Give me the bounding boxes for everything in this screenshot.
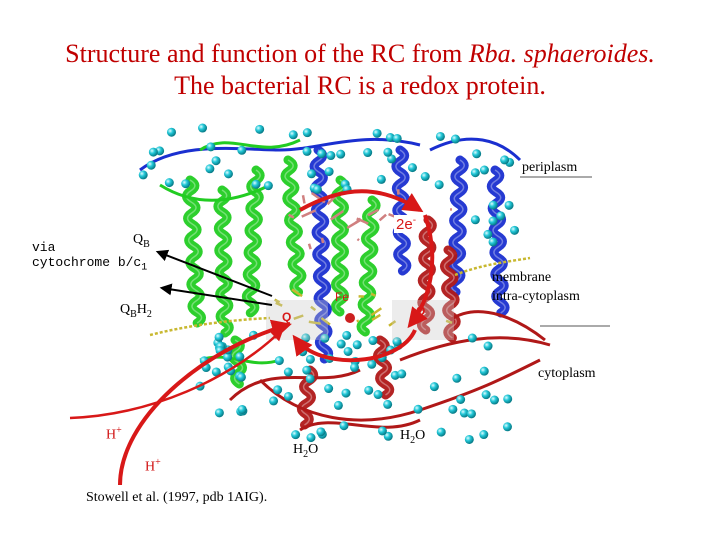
water-molecule [269,396,278,405]
membrane-label: membrane [492,270,552,285]
cofactor-bond [380,215,386,221]
water-molecule [397,369,406,378]
water-molecule [302,366,311,375]
h2o-right-label [400,428,425,446]
water-molecule [489,216,498,225]
citation-label: Stowell et al. (1997, pdb 1AIG). [86,490,268,505]
h-plus-2-h: H [145,459,156,475]
water-molecule [284,392,293,401]
qbh2-b: B [130,308,137,320]
title-line-1 [0,38,720,70]
water-molecule [284,368,293,377]
water-molecule [393,134,402,143]
two-electron-sup: - [412,215,417,226]
title-species: Rba. sphaeroides. [468,39,655,68]
intra-cytoplasm-label: intra-cytoplasm [492,289,580,304]
cytoplasm-label: cytoplasm [538,366,596,381]
water-molecule [489,201,498,210]
water-molecule [306,374,315,383]
water-molecule [437,428,446,437]
water-molecule [471,215,480,224]
water-molecule [421,172,430,181]
water-molecule [383,148,392,157]
water-molecule [500,155,509,164]
water-molecule [472,149,481,158]
water-molecule [471,168,480,177]
water-molecule [212,156,221,165]
via-label: via [32,240,56,255]
qb-q: Q [133,232,144,247]
water-molecule [238,405,247,414]
two-electron-label [394,215,418,233]
water-molecule [367,360,376,369]
qbh2-label [120,302,152,320]
water-molecule [383,400,392,409]
water-molecule [374,390,383,399]
water-molecule [325,167,334,176]
water-molecule [307,169,316,178]
qb-label [133,232,150,250]
water-molecule [344,347,353,356]
cofactor-bond [309,244,311,249]
protein-loop [450,312,545,340]
water-molecule [215,333,224,342]
water-molecule [363,148,372,157]
water-molecule [181,179,190,188]
proton-arrow-left [70,330,282,418]
water-molecule [255,125,264,134]
water-molecule [435,180,444,189]
water-molecule [306,355,315,364]
h-plus-2-sup: + [155,457,161,468]
water-molecule [224,169,233,178]
cytochrome-text: cytochrome b/c [32,255,142,270]
water-molecule [414,405,423,414]
fe-label: Fe [335,290,350,304]
water-molecule [215,408,224,417]
water-molecule [313,185,322,194]
two-electron-text: 2e [396,216,413,233]
h2o-right-h: H [400,428,411,443]
iron-atom [345,313,355,323]
qbh2-q: Q [120,302,131,317]
water-molecule [167,128,176,137]
cytochrome-sub: 1 [141,262,148,274]
cofactor-bond [355,219,360,223]
h2o-left-2: 2 [303,448,309,460]
water-molecule [503,394,512,403]
water-molecule [275,356,284,365]
water-molecule [342,331,351,340]
water-molecule [206,142,215,151]
cofactor-bond [303,195,304,203]
h2o-left-o: O [308,442,319,457]
water-molecule [465,435,474,444]
water-molecule [149,148,158,157]
water-molecule [306,433,315,442]
water-molecule [510,226,519,235]
water-molecule [377,175,386,184]
water-molecule [467,409,476,418]
cofactor-bond [322,238,323,243]
water-molecule [165,178,174,187]
water-molecule [205,164,214,173]
water-molecule [452,374,461,383]
water-molecule [480,166,489,175]
quinone-a-region [266,300,328,340]
water-molecule [273,385,282,394]
water-molecule [289,130,298,139]
water-molecule [483,230,492,239]
water-molecule [198,124,207,133]
helix-ribbon [186,180,201,323]
title-prefix: Structure and function of the RC from [65,39,469,68]
water-molecule [336,150,345,159]
water-molecule [303,128,312,137]
water-molecule [303,147,312,156]
water-molecule [448,405,457,414]
cytochrome-label [32,255,147,274]
water-molecule [505,201,514,210]
protein-loop [140,139,420,170]
h2o-right-2: 2 [410,434,416,446]
water-molecule [334,401,343,410]
h-plus-1-sup: + [116,425,122,436]
water-molecule [468,334,477,343]
q-right-label: Q [416,304,426,318]
water-molecule [237,373,246,382]
qbh2-h: H [136,302,147,317]
periplasm-label: periplasm [522,160,578,175]
h-plus-1-h: H [106,427,117,443]
water-molecule [353,340,362,349]
water-molecule [317,149,326,158]
water-molecule [373,129,382,138]
water-molecule [324,384,333,393]
water-molecule [139,170,148,179]
water-molecule [291,430,300,439]
water-molecule [316,427,325,436]
water-molecule [480,367,489,376]
water-molecule [378,426,387,435]
water-molecule [237,146,246,155]
water-molecule [489,237,498,246]
water-molecule [451,135,460,144]
water-molecule [490,396,499,405]
water-molecule [252,180,261,189]
water-molecule [341,389,350,398]
water-molecule [479,430,488,439]
h2o-left-h: H [293,442,304,457]
h2o-right-o: O [415,428,426,443]
qbh2-2: 2 [146,308,152,320]
water-molecule [496,211,505,220]
protein-loop [230,370,360,400]
water-molecule [337,340,346,349]
water-molecule [264,181,273,190]
water-molecule [503,422,512,431]
h2o-left-label [293,442,318,460]
water-molecule [339,421,348,430]
water-molecule [364,386,373,395]
q-left-label: Q [282,310,292,324]
water-molecule [147,161,156,170]
title-line-2: The bacterial RC is a redox protein. [174,71,546,100]
water-molecule [326,151,335,160]
water-molecule [482,390,491,399]
water-molecule [484,342,493,351]
water-molecule [430,382,439,391]
h-plus-label-1 [106,425,122,444]
qb-sub: B [143,238,150,250]
water-molecule [368,336,377,345]
h-plus-label-2 [145,457,161,476]
water-molecule [408,163,417,172]
water-molecule [456,395,465,404]
water-molecule [235,352,244,361]
cofactor-bond [358,239,359,240]
water-molecule [436,132,445,141]
water-molecule [350,363,359,372]
